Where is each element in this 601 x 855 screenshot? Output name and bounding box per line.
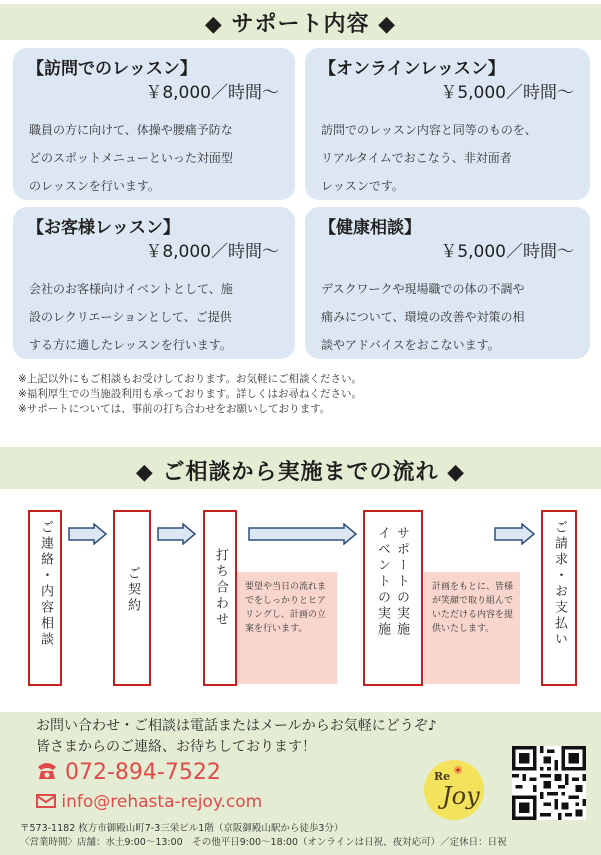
- flow-note-implementation: 計画をもとに、皆様が笑顔で取り組んでいただける内容を提供いたします。: [424, 572, 520, 684]
- phone-number[interactable]: 072-894-7522: [36, 760, 221, 785]
- arrow-icon: [157, 523, 197, 545]
- flow-step-implementation: サポートの実施 イベントの実施: [363, 510, 423, 686]
- email-address[interactable]: info@rehasta-rejoy.com: [36, 792, 262, 812]
- card-price: ￥8,000／時間～: [145, 83, 279, 103]
- card-description: デスクワークや現場職での体の不調や 痛みについて、環境の改善や対策の相 談やアドバイスをおこないます。: [321, 282, 525, 352]
- address-hours: 〒573-1182 枚方市御殿山町7-3三栄ビル1階（京阪御殿山駅から徒歩3分） 〈営業時間〉店舗：水土9:00～13:00 その他平日9:00～18:00（オンラインは日祝、夜対応可）／定休日：日祝: [20, 823, 507, 848]
- qr-code[interactable]: [512, 746, 586, 820]
- contact-message: お問い合わせ・ご相談は電話またはメールからお気軽にどうぞ♪ 皆さまからのご連絡、お待ちしております！: [36, 718, 437, 755]
- card-description: 職員の方に向けて、体操や腰痛予防な どのスポットメニューといった対面型 のレッスンを行います。: [29, 123, 233, 193]
- card-price: ￥5,000／時間～: [440, 242, 574, 262]
- card-title: 【お客様レッスン】: [27, 218, 180, 238]
- flow-step-contact: ご連絡・内容相談: [28, 510, 62, 686]
- card-customer-lesson: [13, 207, 295, 359]
- flow-step-meeting: 打ち合わせ: [203, 510, 237, 686]
- phone-icon: [36, 761, 58, 781]
- card-online-lesson: [305, 48, 590, 200]
- card-price: ￥8,000／時間～: [145, 242, 279, 262]
- card-title: 【訪問でのレッスン】: [27, 59, 197, 79]
- flow-step-billing: ご請求・お支払い: [541, 510, 577, 686]
- arrow-icon: [248, 523, 358, 545]
- card-health-consult: [305, 207, 590, 359]
- card-description: 会社のお客様向けイベントとして、施 設のレクリエーションとして、ご提供 する方に適したレッスンを行います。: [29, 282, 233, 352]
- arrow-icon: [68, 523, 108, 545]
- card-visit-lesson: [13, 48, 295, 200]
- flower-icon: [452, 764, 464, 776]
- support-heading: ◆ サポート内容 ◆: [204, 12, 397, 37]
- flow-heading: ◆ ご相談から実施までの流れ ◆: [135, 460, 466, 485]
- support-notes: ※上記以外にもご相談もお受けしております。お気軽にご相談ください。 ※福利厚生での当施設利用も承っております。詳しくはお尋ねください。 ※サポートについては、事前の打ち合わせをお願いしております。: [18, 373, 362, 415]
- arrow-icon: [494, 523, 536, 545]
- card-description: 訪問でのレッスン内容と同等のものを、 リアルタイムでおこなう、非対面者 レッスンです。: [321, 123, 537, 193]
- flow-step-contract: ご契約: [113, 510, 151, 686]
- flow-note-meeting: 要望や当日の流れまでをしっかりとヒアリングし、計画の立案を行います。: [237, 572, 337, 684]
- card-price: ￥5,000／時間～: [440, 83, 574, 103]
- mail-icon: [36, 793, 56, 809]
- rejoy-logo: Re Joy: [424, 760, 484, 820]
- card-title: 【健康相談】: [319, 218, 421, 238]
- card-title: 【オンラインレッスン】: [319, 59, 505, 79]
